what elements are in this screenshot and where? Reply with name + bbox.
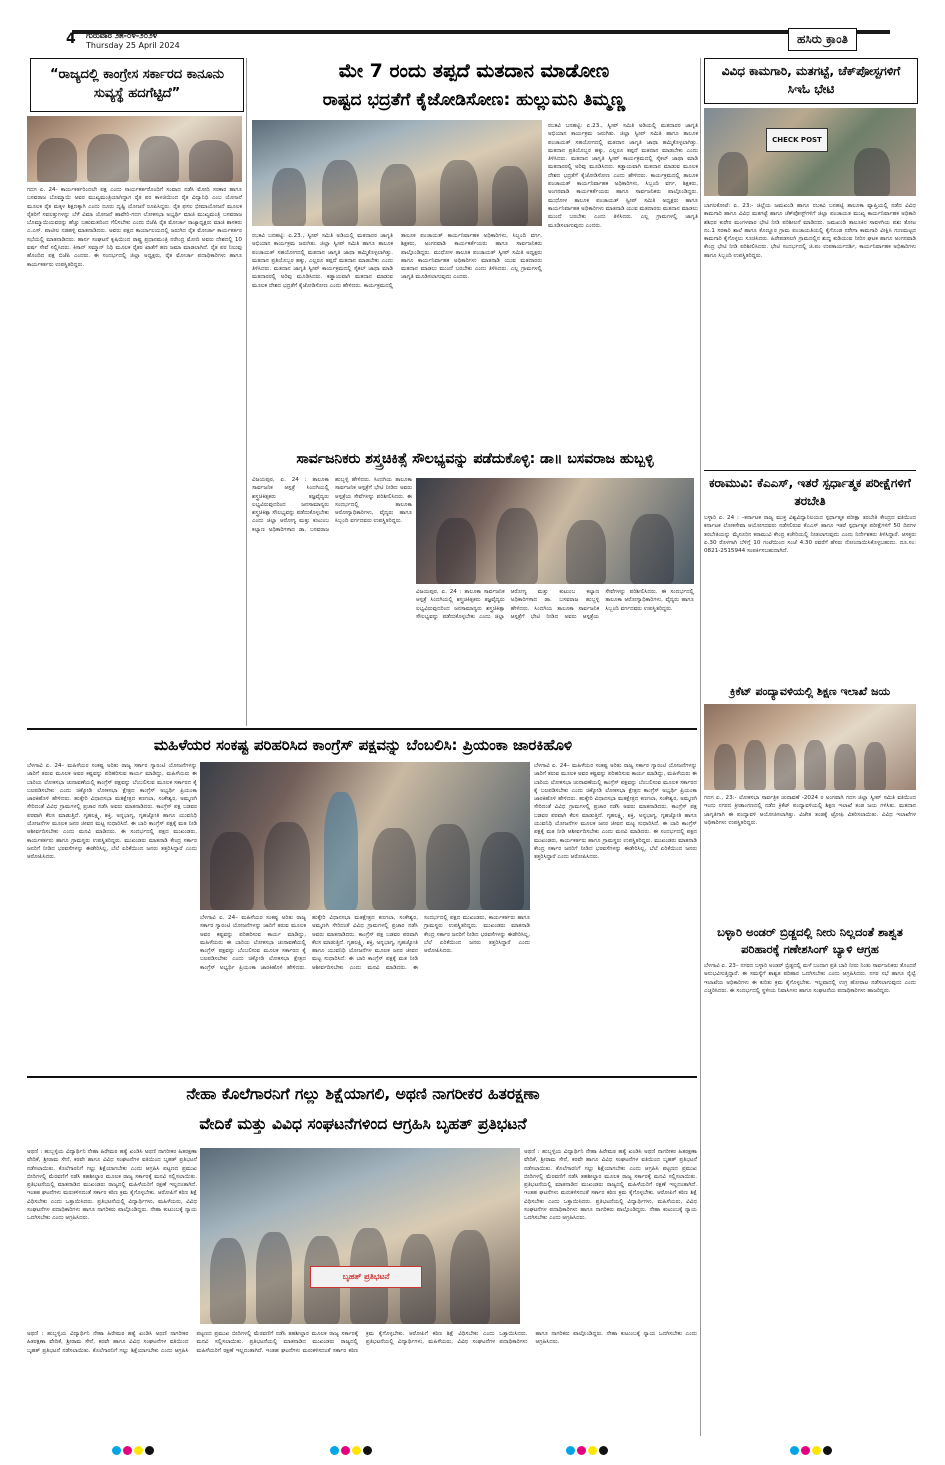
- right-bottom-body: ಬೆಳಗಾವಿ ಏ. 23– ನಗರದ ಬಳ್ಳಾರಿ ಅಂಡರ್ ಬ್ರಿಡ್ಜದಲ್ಲಿ ಮಳೆ ಬಂದಾಗ ಪ್ರತಿ ಬಾರಿ ನೀರು ನಿಂತು ಸಾರ್ವಜನಿಕರು ತೊಂದರೆ ಅನುಭವಿಸುತ್ತಿದ್ದಾರೆ. ಈ ಸಮಸ್ಯೆಗೆ ಶಾಶ್ವತ ಪರಿಹಾರ ಒದಗಿಸಬೇಕು ಎಂದು ಆಗ್ರಹಿಸಿದರು. ನಗರ ಸಭೆ ಹಾಗೂ ರೈಲ್ವೆ ಇಲಾಖೆಯ ಅಧಿಕಾರಿಗಳು ಈ ಕುರಿತು ಕ್ರಮ ಕೈಗೊಳ್ಳಬೇಕು. ಇಲ್ಲವಾದಲ್ಲಿ ಉಗ್ರ ಹೋರಾಟ ನಡೆಸಲಾಗುವುದು ಎಂದು ಎಚ್ಚರಿಸಿದರು. ಈ ಸಂದರ್ಭದಲ್ಲಿ ಸ್ಥಳೀಯ ನಿವಾಸಿಗಳು ಹಾಗೂ ಸಂಘಟನೆಯ ಪದಾಧಿಕಾರಿಗಳು ಹಾಜರಿದ್ದರು.: [704, 963, 916, 994]
- top-main-headline-2: ರಾಷ್ಟದ ಭದ್ರತೆಗೆ ಕೈಜೋಡಿಸೋಣ: ಹುಲ್ಲುಮನಿ ತಿಮ್ಮಣ್ಣ: [322, 90, 626, 110]
- registration-marks: [790, 1440, 834, 1459]
- reg-swatch: [363, 1446, 372, 1455]
- right-top-headline: ವಿವಿಧ ಕಾಮಗಾರಿ, ಮತಗಟ್ಟೆ, ಚೆಕ್‌ಪೋಸ್ಟಗಳಿಗೆ ಸಿಇಓ ಭೇಟಿ: [721, 64, 901, 96]
- reg-swatch: [145, 1446, 154, 1455]
- bottom-headline-2: ವೇದಿಕೆ ಮತ್ತು ವಿವಿಧ ಸಂಘಟನೆಗಳಿಂದ ಆಗ್ರಹಿಸಿ ಬೃಹತ್ ಪ್ರತಿಭಟನೆ: [199, 1115, 527, 1133]
- health-photo: [416, 478, 694, 584]
- reg-swatch: [566, 1446, 575, 1455]
- reg-swatch: [123, 1446, 132, 1455]
- right-bottom-headline: ಬಳ್ಳಾರಿ ಅಂಡರ್ ಬ್ರಿಡ್ಜದಲ್ಲಿ ನೀರು ನಿಲ್ಲದಂತೆ ಶಾಶ್ವತ ಪರಿಹಾರಕ್ಕೆ ಗಣೇಶಸಿಂಗ್ ಬ್ಯಾಳಿ ಆಗ್ರಹ: [717, 925, 903, 956]
- left-top-headline-box: [30, 58, 244, 112]
- top-main-photo: [252, 120, 542, 226]
- top-main-body-left: ರಬಕವಿ ಬನಹಟ್ಟಿ: ಏ.23., ಸ್ವೀಪ್ ಸಮಿತಿ ಅಡಿಯಲ್ಲಿ ಮತದಾರರ ಜಾಗೃತಿ ಅಭಿಯಾನ ಕಾರ್ಯಕ್ರಮ ಜರುಗಿತು. ಜಿಲ್ಲಾ ಸ್ವೀಪ್ ಸಮಿತಿ ಹಾಗೂ ತಾಲೂಕ ಪಂಚಾಯತ್ ಸಹಯೋಗದಲ್ಲಿ ಮತದಾನ ಜಾಗೃತಿ ಜಾಥಾ ಹಮ್ಮಿಕೊಳ್ಳಲಾಗಿತ್ತು. ಮತದಾನ ಪ್ರತಿಯೊಬ್ಬರ ಹಕ್ಕು, ಎಲ್ಲರೂ ತಪ್ಪದೆ ಮತದಾನ ಮಾಡಬೇಕು ಎಂದು ತಿಳಿಸಿದರು. ಮತದಾನ ಜಾಗೃತಿ ಸ್ವೀಪ್ ಕಾರ್ಯಕ್ರಮದಲ್ಲಿ ಸೈಕಲ್ ಜಾಥಾ ಮಾಡಿ ಮತದಾರರಲ್ಲಿ ಅರಿವು ಮೂಡಿಸಿದರು. ಕಡ್ಡಾಯವಾಗಿ ಮತದಾನ ಮಾಡುವ ಮೂಲಕ ದೇಶದ ಭದ್ರತೆಗೆ ಕೈಜೋಡಿಸೋಣ ಎಂದು ಹೇಳಿದರು. ಕಾರ್ಯಕ್ರಮದಲ್ಲಿ ತಾಲೂಕ ಪಂಚಾಯತ್ ಕಾರ್ಯನಿರ್ವಾಹಕ ಅಧಿಕಾರಿಗಳು, ಸಿಬ್ಬಂದಿ ವರ್ಗ, ಶಿಕ್ಷಕರು, ಅಂಗನವಾಡಿ ಕಾರ್ಯಕರ್ತೆಯರು ಹಾಗೂ ಸಾರ್ವಜನಿಕರು ಪಾಲ್ಗೊಂಡಿದ್ದರು. ಮುಧೋಳ ತಾಲೂಕ ಪಂಚಾಯತ್ ಸ್ವೀಪ್ ಸಮಿತಿ ಅಧ್ಯಕ್ಷರು ಹಾಗೂ ಕಾರ್ಯನಿರ್ವಾಹಕ ಅಧಿಕಾರಿಗಳು ಮಾತನಾಡಿ ಯುವ ಮತದಾರರು ಮತದಾನ ಮಾಡಲು ಮುಂದೆ ಬರಬೇಕು ಎಂದು ತಿಳಿಸಿದರು. ಎಲ್ಲ ಗ್ರಾಮಗಳಲ್ಲಿ ಜಾಗೃತಿ ಮೂಡಿಸಲಾಗುವುದು ಎಂದರು.: [252, 233, 542, 289]
- registration-marks: [112, 1440, 156, 1459]
- protest-banner: ಬೃಹತ್ ಪ್ರತಿಭಟನೆ: [342, 1272, 390, 1281]
- reg-swatch: [599, 1446, 608, 1455]
- column-divider: [700, 58, 701, 1436]
- right-mid-body: ಬಳ್ಳಾರಿ ಏ. 24 : –ಕರ್ನಾಟಕ ರಾಜ್ಯ ಮುಕ್ತ ವಿಶ್ವವಿದ್ಯಾನಿಲಯದ ಸ್ಪರ್ಧಾತ್ಮಕ ಪರೀಕ್ಷಾ ತರಬೇತಿ ಕೇಂದ್ರದ ವತಿಯಿಂದ ಕರ್ನಾಟಕ ಲೋಕಸೇವಾ ಆಯೋಗದವರು ನಡೆಸಲಿರುವ ಕೆಎಎಸ್ ಹಾಗೂ ಇತರೆ ಸ್ಪರ್ಧಾತ್ಮಕ ಪರೀಕ್ಷೆಗಳಿಗೆ 50 ದಿನಗಳ ತರಬೇತಿಯನ್ನು ಮೈಸೂರಿನ ಕರಾಮುವಿ ಕೇಂದ್ರ ಕಚೇರಿಯಲ್ಲಿ ನೀಡಲಾಗುವುದು ಎಂದು ನಿರ್ದೇಶಕರು ತಿಳಿಸಿದ್ದಾರೆ. ಆಸಕ್ತರು ಏ.30 ರೊಳಗಾಗಿ ಬೆಳಿಗ್ಗೆ 10 ಗಂಟೆಯಿಂದ ಸಂಜೆ 4.30 ರವರೆಗೆ ಹೆಸರು ನೋಂದಾಯಿಸಿಕೊಳ್ಳಬಹುದು. ದೂ.ಸಂ: 0821-2515944 ಸಂಪರ್ಕಿಸಬಹುದಾಗಿದೆ.: [704, 515, 916, 555]
- page-number: 4: [66, 31, 76, 47]
- checkpost-sign: CHECK POST: [772, 136, 822, 144]
- middle-body-left: ಬೆಳಗಾವಿ ಏ. 24– ಮಹಿಳೆಯರ ಸಂಕಷ್ಟ ಅರಿತು ರಾಜ್ಯ ಸರ್ಕಾರ ಗ್ಯಾರಂಟಿ ಯೋಜನೆಗಳನ್ನು ಜಾರಿಗೆ ತರುವ ಮೂಲಕ ಅವರ ಕಷ್ಟವನ್ನು ಪರಿಹರಿಸುವ ಕಾರ್ಯ ಮಾಡಿದ್ದು, ಮಹಿಳೆಯರು ಈ ಬಾರಿಯ ಲೋಕಸಭಾ ಚುನಾವಣೆಯಲ್ಲಿ ಕಾಂಗ್ರೆಸ್ ಪಕ್ಷವನ್ನು ಬೆಂಬಲಿಸುವ ಮೂಲಕ ಸರ್ಕಾರದ ಕೈ ಬಲಪಡಿಸಬೇಕು ಎಂದು ಚಿಕ್ಕೋಡಿ ಲೋಕಸಭಾ ಕ್ಷೇತ್ರದ ಕಾಂಗ್ರೆಸ್ ಅಭ್ಯರ್ಥಿ ಪ್ರಿಯಂಕಾ ಜಾರಕಿಹೊಳಿ ಹೇಳಿದರು. ಹುಕ್ಕೇರಿ ವಿಧಾನಸಭಾ ಮತಕ್ಷೇತ್ರದ ಕಣಗಲಾ, ಸಂಕೇಶ್ವರ, ಅಮ್ಮಣಗಿ ಸೇರಿದಂತೆ ವಿವಿಧ ಗ್ರಾಮಗಳಲ್ಲಿ ಪ್ರಚಾರ ನಡೆಸಿ ಅವರು ಮಾತನಾಡಿದರು. ಕಾಂಗ್ರೆಸ್ ಪಕ್ಷ ಬಡವರ ಪರವಾಗಿ ಕೆಲಸ ಮಾಡುತ್ತಿದೆ. ಗೃಹಲಕ್ಷ್ಮಿ, ಶಕ್ತಿ, ಅನ್ನಭಾಗ್ಯ, ಗೃಹಜ್ಯೋತಿ ಹಾಗೂ ಯುವನಿಧಿ ಯೋಜನೆಗಳ ಮೂಲಕ ಜನರ ಜೀವನ ಮಟ್ಟ ಸುಧಾರಿಸಿದೆ. ಈ ಬಾರಿ ಕಾಂಗ್ರೆಸ್ ಪಕ್ಷಕ್ಕೆ ಮತ ನೀಡಿ ಆಶೀರ್ವದಿಸಬೇಕು ಎಂದು ಮನವಿ ಮಾಡಿದರು. ಈ ಸಂದರ್ಭದಲ್ಲಿ ಪಕ್ಷದ ಮುಖಂಡರು, ಕಾರ್ಯಕರ್ತರು ಹಾಗೂ ಗ್ರಾಮಸ್ಥರು ಉಪಸ್ಥಿತರಿದ್ದರು. ಮುಖಂಡರು ಮಾತನಾಡಿ ಕೇಂದ್ರ ಸರ್ಕಾರ ಜನರಿಗೆ ನೀಡಿದ ಭರವಸೆಗಳನ್ನು ಈಡೇರಿಸಿಲ್ಲ, ಬೆಲೆ ಏರಿಕೆಯಿಂದ ಜನರು ತತ್ತರಿಸಿದ್ದಾರೆ ಎಂದು ಆರೋಪಿಸಿದರು.: [27, 763, 197, 861]
- cricket-headline: ಕ್ರಿಕೆಟ್ ಪಂದ್ಯಾವಳಿಯಲ್ಲಿ ಶಿಕ್ಷಣ ಇಲಾಖೆ ಜಯ: [729, 685, 891, 698]
- registration-marks: [566, 1440, 610, 1459]
- right-top-headline-box: [704, 58, 918, 104]
- reg-swatch: [812, 1446, 821, 1455]
- cricket-body: ಗದಗ ಏ., 23:- ಲೋಕಸಭಾ ಸಾರ್ವತ್ರಿಕ ಚುನಾವಣೆ -2024 ರ ಅಂಗವಾಗಿ ಗದಗ ಜಿಲ್ಲಾ ಸ್ವೀಪ್ ಸಮಿತಿ ವತಿಯಿಂದ ಇಂದು ನಗರದ ಕ್ರೀಡಾಂಗಣದಲ್ಲಿ ನಡೆದ ಕ್ರಿಕೆಟ್ ಪಂದ್ಯಾವಳಿಯಲ್ಲಿ ಶಿಕ್ಷಣ ಇಲಾಖೆ ತಂಡ ಜಯ ಗಳಿಸಿತು. ಮತದಾನ ಜಾಗೃತಿಗಾಗಿ ಈ ಪಂದ್ಯಾವಳಿ ಆಯೋಜಿಸಲಾಗಿತ್ತು. ವಿಜೇತ ತಂಡಕ್ಕೆ ಟ್ರೋಫಿ ವಿತರಿಸಲಾಯಿತು. ವಿವಿಧ ಇಲಾಖೆಗಳ ಅಧಿಕಾರಿಗಳು ಉಪಸ್ಥಿತರಿದ್ದರು.: [704, 795, 916, 826]
- reg-swatch: [330, 1446, 339, 1455]
- top-main-body-right: ರಬಕವಿ ಬನಹಟ್ಟಿ: ಏ.23., ಸ್ವೀಪ್ ಸಮಿತಿ ಅಡಿಯಲ್ಲಿ ಮತದಾರರ ಜಾಗೃತಿ ಅಭಿಯಾನ ಕಾರ್ಯಕ್ರಮ ಜರುಗಿತು. ಜಿಲ್ಲಾ ಸ್ವೀಪ್ ಸಮಿತಿ ಹಾಗೂ ತಾಲೂಕ ಪಂಚಾಯತ್ ಸಹಯೋಗದಲ್ಲಿ ಮತದಾನ ಜಾಗೃತಿ ಜಾಥಾ ಹಮ್ಮಿಕೊಳ್ಳಲಾಗಿತ್ತು. ಮತದಾನ ಪ್ರತಿಯೊಬ್ಬರ ಹಕ್ಕು, ಎಲ್ಲರೂ ತಪ್ಪದೆ ಮತದಾನ ಮಾಡಬೇಕು ಎಂದು ತಿಳಿಸಿದರು. ಮತದಾನ ಜಾಗೃತಿ ಸ್ವೀಪ್ ಕಾರ್ಯಕ್ರಮದಲ್ಲಿ ಸೈಕಲ್ ಜಾಥಾ ಮಾಡಿ ಮತದಾರರಲ್ಲಿ ಅರಿವು ಮೂಡಿಸಿದರು. ಕಡ್ಡಾಯವಾಗಿ ಮತದಾನ ಮಾಡುವ ಮೂಲಕ ದೇಶದ ಭದ್ರತೆಗೆ ಕೈಜೋಡಿಸೋಣ ಎಂದು ಹೇಳಿದರು. ಕಾರ್ಯಕ್ರಮದಲ್ಲಿ ತಾಲೂಕ ಪಂಚಾಯತ್ ಕಾರ್ಯನಿರ್ವಾಹಕ ಅಧಿಕಾರಿಗಳು, ಸಿಬ್ಬಂದಿ ವರ್ಗ, ಶಿಕ್ಷಕರು, ಅಂಗನವಾಡಿ ಕಾರ್ಯಕರ್ತೆಯರು ಹಾಗೂ ಸಾರ್ವಜನಿಕರು ಪಾಲ್ಗೊಂಡಿದ್ದರು. ಮುಧೋಳ ತಾಲೂಕ ಪಂಚಾಯತ್ ಸ್ವೀಪ್ ಸಮಿತಿ ಅಧ್ಯಕ್ಷರು ಹಾಗೂ ಕಾರ್ಯನಿರ್ವಾಹಕ ಅಧಿಕಾರಿಗಳು ಮಾತನಾಡಿ ಯುವ ಮತದಾರರು ಮತದಾನ ಮಾಡಲು ಮುಂದೆ ಬರಬೇಕು ಎಂದು ತಿಳಿಸಿದರು. ಎಲ್ಲ ಗ್ರಾಮಗಳಲ್ಲಿ ಜಾಗೃತಿ ಮೂಡಿಸಲಾಗುವುದು ಎಂದರು.: [548, 123, 698, 229]
- reg-swatch: [790, 1446, 799, 1455]
- bottom-top-rule: [27, 1076, 697, 1078]
- masthead-rule: [32, 30, 890, 34]
- reg-swatch: [134, 1446, 143, 1455]
- bottom-body-left: ಅಥಣಿ : ಹುಬ್ಬಳ್ಳಿಯ ವಿದ್ಯಾರ್ಥಿನಿ ನೇಹಾ ಹಿರೇಮಠ ಹತ್ಯೆ ಖಂಡಿಸಿ ಅಥಣಿ ನಾಗರೀಕರ ಹಿತರಕ್ಷಣಾ ವೇದಿಕೆ, ಶ್ರೀರಾಮ ಸೇನೆ, ಕರವೇ ಹಾಗೂ ವಿವಿಧ ಸಂಘಟನೆಗಳ ವತಿಯಿಂದ ಬೃಹತ್ ಪ್ರತಿಭಟನೆ ನಡೆಸಲಾಯಿತು. ಕೊಲೆಗಾರನಿಗೆ ಗಲ್ಲು ಶಿಕ್ಷೆಯಾಗಬೇಕು ಎಂದು ಆಗ್ರಹಿಸಿ ಪಟ್ಟಣದ ಪ್ರಮುಖ ಬೀದಿಗಳಲ್ಲಿ ಮೆರವಣಿಗೆ ನಡೆಸಿ ತಹಶೀಲ್ದಾರ ಮೂಲಕ ರಾಜ್ಯ ಸರ್ಕಾರಕ್ಕೆ ಮನವಿ ಸಲ್ಲಿಸಲಾಯಿತು. ಪ್ರತಿಭಟನೆಯಲ್ಲಿ ಮಾತನಾಡಿದ ಮುಖಂಡರು ರಾಜ್ಯದಲ್ಲಿ ಮಹಿಳೆಯರಿಗೆ ರಕ್ಷಣೆ ಇಲ್ಲದಂತಾಗಿದೆ. ಇಂತಹ ಘಟನೆಗಳು ಮರುಕಳಿಸದಂತೆ ಸರ್ಕಾರ ಕಠಿಣ ಕ್ರಮ ಕೈಗೊಳ್ಳಬೇಕು. ಆರೋಪಿಗೆ ಕಠಿಣ ಶಿಕ್ಷೆ ವಿಧಿಸಬೇಕು ಎಂದು ಒತ್ತಾಯಿಸಿದರು. ಪ್ರತಿಭಟನೆಯಲ್ಲಿ ವಿದ್ಯಾರ್ಥಿಗಳು, ಮಹಿಳೆಯರು, ವಿವಿಧ ಸಂಘಟನೆಗಳ ಪದಾಧಿಕಾರಿಗಳು ಹಾಗೂ ನಾಗರಿಕರು ಪಾಲ್ಗೊಂಡಿದ್ದರು. ನೇಹಾ ಕುಟುಂಬಕ್ಕೆ ನ್ಯಾಯ ಒದಗಿಸಬೇಕು ಎಂದು ಆಗ್ರಹಿಸಿದರು.: [27, 1149, 197, 1222]
- left-top-body: ಗದಗ ಏ. 24- ಕಾರ್ಯಕರ್ತರಿಂದಲೇ ಪಕ್ಷ ಎಂದು ಸಾರ್ಯಕರ್ತರೊಂದಿಗೆ ಸಂವಾದ ನಡೆಸಿ ಮೋದಿ ಸರಕಾರ ಹಾಗೂ ಬಸವರಾಜ ಬೊಮ್ಮಾಯಿ ಅವರ ಮುಖ್ಯಮಂತ್ರಿಯಾಗಿದ್ದಾಗ ರೈತ ಪರ ಕಾಳಜಿಯಿಂದ ರೈತ ವಿದ್ಯಾನಿಧಿ ಎಂಬ ಯೋಜನೆ ಮೂಲಕ ರೈತ ಮಕ್ಕಳ ಶಿಕ್ಷಣಕ್ಕಾಗಿ ಎಂದು ದೂರು ದೃಷ್ಟಿ ಯೋಜನೆ ರೂಪಿಸಿದ್ದರು. ರೈತ ಫಸಲ ಭೀಮಾಯೋಜನೆ ಮೂಲಕ ರೈತರಿಗೆ ಸವಲತ್ತುಗಳನ್ನು ಬೆಳೆ ವಿಮಾ ಯೋಜನೆ ಹಾವೇರಿ-ಗದಗ ಲೋಕಸಭಾ ಅಭ್ಯರ್ಥಿ ಮಾಜಿ ಮುಖ್ಯಮಂತ್ರಿ ಬಸವರಾಜ ಬೊಮ್ಮಾಯಿಯವರನ್ನು ಹೆಚ್ಚು ಬಹುಮತದಿಂದ ಗೆಲಿಸಬೇಕು ಎಂದು ಬಿಜೆಪಿ ರೈತ ಮೋರ್ಚಾ ರಾಜ್ಯಾಧ್ಯಕ್ಷರು ಮಾಜಿ ಶಾಸಕರು ಎ.ಎಸ್. ಪಾಟೀಲ ನಡಹಳ್ಳಿ ಮಾತನಾಡಿದರು. ಅವರು ಪಕ್ಷದ ಕಾರ್ಯಾಲಯದಲ್ಲಿ ಜರುಗಿದ ರೈತ ಮೋರ್ಚಾ ಕಾರ್ಯಕರ್ತರ ಸಭೆಯಲ್ಲಿ ಮಾತನಾಡಿದರು. ಹಾರ್ನ ಸಂಘಟನೆ ಕೃಷಿಯಿಂದ ರಾಷ್ಟ್ರ ಪ್ರಧಾನಮಂತ್ರಿ ನರೇಂದ್ರ ಮೋದಿ ಅವರು ದೇಶದಲ್ಲಿ 10 ವರ್ಷ ಸೇವೆ ಸಲ್ಲಿಸಿದರು. ಕಿಸಾನ್ ಸಮ್ಮಾನ್ ನಿಧಿ ಮೂಲಕ ರೈತರ ಖಾತೆಗೆ ಹಣ ಜಮಾ ಮಾಡಲಾಗಿದೆ. ರೈತ ಪರ ನಿಲುವು ಹೊಂದಿದ ಪಕ್ಷ ಬಿಜೆಪಿ ಎಂದರು. ಈ ಸಂದರ್ಭದಲ್ಲಿ ಜಿಲ್ಲಾ ಅಧ್ಯಕ್ಷರು, ರೈತ ಮೋರ್ಚಾ ಪದಾಧಿಕಾರಿಗಳು ಹಾಗೂ ಕಾರ್ಯಕರ್ತರು ಉಪಸ್ಥಿತರಿದ್ದರು.: [27, 187, 242, 268]
- date-kannada: ಗುರುವಾರ ೨೫-೦೪-೨೦೨೪: [86, 31, 158, 40]
- middle-photo: [200, 762, 530, 910]
- bottom-body-right: ಅಥಣಿ : ಹುಬ್ಬಳ್ಳಿಯ ವಿದ್ಯಾರ್ಥಿನಿ ನೇಹಾ ಹಿರೇಮಠ ಹತ್ಯೆ ಖಂಡಿಸಿ ಅಥಣಿ ನಾಗರೀಕರ ಹಿತರಕ್ಷಣಾ ವೇದಿಕೆ, ಶ್ರೀರಾಮ ಸೇನೆ, ಕರವೇ ಹಾಗೂ ವಿವಿಧ ಸಂಘಟನೆಗಳ ವತಿಯಿಂದ ಬೃಹತ್ ಪ್ರತಿಭಟನೆ ನಡೆಸಲಾಯಿತು. ಕೊಲೆಗಾರನಿಗೆ ಗಲ್ಲು ಶಿಕ್ಷೆಯಾಗಬೇಕು ಎಂದು ಆಗ್ರಹಿಸಿ ಪಟ್ಟಣದ ಪ್ರಮುಖ ಬೀದಿಗಳಲ್ಲಿ ಮೆರವಣಿಗೆ ನಡೆಸಿ ತಹಶೀಲ್ದಾರ ಮೂಲಕ ರಾಜ್ಯ ಸರ್ಕಾರಕ್ಕೆ ಮನವಿ ಸಲ್ಲಿಸಲಾಯಿತು. ಪ್ರತಿಭಟನೆಯಲ್ಲಿ ಮಾತನಾಡಿದ ಮುಖಂಡರು ರಾಜ್ಯದಲ್ಲಿ ಮಹಿಳೆಯರಿಗೆ ರಕ್ಷಣೆ ಇಲ್ಲದಂತಾಗಿದೆ. ಇಂತಹ ಘಟನೆಗಳು ಮರುಕಳಿಸದಂತೆ ಸರ್ಕಾರ ಕಠಿಣ ಕ್ರಮ ಕೈಗೊಳ್ಳಬೇಕು. ಆರೋಪಿಗೆ ಕಠಿಣ ಶಿಕ್ಷೆ ವಿಧಿಸಬೇಕು ಎಂದು ಒತ್ತಾಯಿಸಿದರು. ಪ್ರತಿಭಟನೆಯಲ್ಲಿ ವಿದ್ಯಾರ್ಥಿಗಳು, ಮಹಿಳೆಯರು, ವಿವಿಧ ಸಂಘಟನೆಗಳ ಪದಾಧಿಕಾರಿಗಳು ಹಾಗೂ ನಾಗರಿಕರು ಪಾಲ್ಗೊಂಡಿದ್ದರು. ನೇಹಾ ಕುಟುಂಬಕ್ಕೆ ನ್ಯಾಯ ಒದಗಿಸಬೇಕು ಎಂದು ಆಗ್ರಹಿಸಿದರು.: [524, 1149, 697, 1222]
- top-main-headline-1: ಮೇ 7 ರಂದು ತಪ್ಪದೆ ಮತದಾನ ಮಾಡೋಣ: [338, 60, 610, 82]
- reg-swatch: [823, 1446, 832, 1455]
- middle-top-rule: [27, 728, 697, 730]
- right-top-body: ಬಾಗಲಕೋಟೆ: ಏ. 23:- ಜಿಲ್ಲೆಯ ಜಮಖಂಡಿ ಹಾಗೂ ರಬಕವಿ ಬನಹಟ್ಟಿ ತಾಲೂಕಾ ವ್ಯಾಪ್ತಿಯಲ್ಲಿ ನಡೆದ ವಿವಿಧ ಕಾಮಗಾರಿ ಹಾಗೂ ವಿವಿಧ ಮತಗಟ್ಟೆ ಹಾಗೂ ಚೆಕ್‌ಪೋಸ್ಟ್‌ಗಳಿಗೆ ಜಿಲ್ಲಾ ಪಂಚಾಯತ ಮುಖ್ಯ ಕಾರ್ಯನಿರ್ವಾಹಕ ಅಧಿಕಾರಿ ಶಶಿಧರ ಕುರೇರ ಮಂಗಳವಾರ ಭೇಟಿ ನೀಡಿ ಪರಿಶೀಲನೆ ಮಾಡಿದರು. ಜಮಖಂಡಿ ತಾಲೂಕಿನ ಸಾವಳಗಿಯ ಪಶು ತೋಟ ನಂ.1 ಸರಕಾರಿ ಶಾಲೆ ಹಾಗೂ ಕೊಣ್ಣೂರ ಗ್ರಾಮ ಪಂಚಾಯತಿಯಲ್ಲಿ ಕೈಗೊಂಡ ನರೇಗಾ ಕಾಮಗಾರಿ ವೀಕ್ಷಿಸಿ ಗುಣಮಟ್ಟದ ಕಾಮಗಾರಿ ಕೈಗೊಳ್ಳಲು ಸೂಚಿಸಿದರು. ಹಿರೇಪಡಸಲಗಿ ಗ್ರಾಮದಲ್ಲಿನ ಶುದ್ದ ಕುಡಿಯುವ ನೀರಿನ ಘಟಕ ಹಾಗೂ ಅಂಗನವಾಡಿ ಕೇಂದ್ರ ಭೇಟಿ ನೀಡಿ ಪರಿಶೀಲಿಸಿದರು. ಭೇಟಿ ಸಂದರ್ಭದಲ್ಲಿ ಜಿ.ಪಂ ಉಪಕಾರ್ಯದರ್ಶಿ, ಕಾರ್ಯನಿರ್ವಾಹಕ ಅಧಿಕಾರಿಗಳು ಹಾಗೂ ಸಿಬ್ಬಂದಿ ಉಪಸ್ಥಿತರಿದ್ದರು.: [704, 203, 916, 259]
- column-divider: [246, 58, 247, 726]
- reg-swatch: [801, 1446, 810, 1455]
- bottom-photo: [200, 1148, 520, 1324]
- registration-marks: [330, 1440, 374, 1459]
- reg-swatch: [352, 1446, 361, 1455]
- reg-swatch: [341, 1446, 350, 1455]
- health-body-left: ವಿಜಯಪುರ, ಏ. 24 : ತಾಲೂಕಾ ಸಾರ್ವಜನಿಕ ಆಸ್ಪತ್ರೆ ಸಿಂದಗಿಯಲ್ಲಿ ಶಸ್ತ್ರಚಿಕಿತ್ಸಕರು ತಜ್ಞವೈದ್ಯರು ಲಭ್ಯವಿರುವುದರಿಂದ ಜನಸಾಮಾನ್ಯರು ಶಸ್ತ್ರಚಿಕಿತ್ಸಾ ಸೌಲಭ್ಯವನ್ನು ಪಡೆದುಕೊಳ್ಳಬೇಕು ಎಂದು ಜಿಲ್ಲಾ ಆರೋಗ್ಯ ಮತ್ತು ಕುಟುಂಬ ಕಲ್ಯಾಣ ಅಧಿಕಾರಿಗಳಾದ ಡಾ. ಬಸವರಾಜ ಹುಬ್ಬಳ್ಳಿ ಹೇಳಿದರು. ಸಿಂದಗಿಯ ತಾಲೂಕಾ ಸಾರ್ವಜನಿಕ ಆಸ್ಪತ್ರೆಗೆ ಭೇಟಿ ನೀಡಿದ ಅವರು ಆಸ್ಪತ್ರೆಯ ಸೇವೆಗಳನ್ನು ಪರಿಶೀಲಿಸಿದರು. ಈ ಸಂದರ್ಭದಲ್ಲಿ ತಾಲೂಕಾ ಆರೋಗ್ಯಾಧಿಕಾರಿಗಳು, ವೈದ್ಯರು ಹಾಗೂ ಸಿಬ್ಬಂದಿ ವರ್ಗದವರು ಉಪಸ್ಥಿತರಿದ್ದರು.: [252, 477, 412, 533]
- bottom-body-wide: ಅಥಣಿ : ಹುಬ್ಬಳ್ಳಿಯ ವಿದ್ಯಾರ್ಥಿನಿ ನೇಹಾ ಹಿರೇಮಠ ಹತ್ಯೆ ಖಂಡಿಸಿ ಅಥಣಿ ನಾಗರೀಕರ ಹಿತರಕ್ಷಣಾ ವೇದಿಕೆ, ಶ್ರೀರಾಮ ಸೇನೆ, ಕರವೇ ಹಾಗೂ ವಿವಿಧ ಸಂಘಟನೆಗಳ ವತಿಯಿಂದ ಬೃಹತ್ ಪ್ರತಿಭಟನೆ ನಡೆಸಲಾಯಿತು. ಕೊಲೆಗಾರನಿಗೆ ಗಲ್ಲು ಶಿಕ್ಷೆಯಾಗಬೇಕು ಎಂದು ಆಗ್ರಹಿಸಿ ಪಟ್ಟಣದ ಪ್ರಮುಖ ಬೀದಿಗಳಲ್ಲಿ ಮೆರವಣಿಗೆ ನಡೆಸಿ ತಹಶೀಲ್ದಾರ ಮೂಲಕ ರಾಜ್ಯ ಸರ್ಕಾರಕ್ಕೆ ಮನವಿ ಸಲ್ಲಿಸಲಾಯಿತು. ಪ್ರತಿಭಟನೆಯಲ್ಲಿ ಮಾತನಾಡಿದ ಮುಖಂಡರು ರಾಜ್ಯದಲ್ಲಿ ಮಹಿಳೆಯರಿಗೆ ರಕ್ಷಣೆ ಇಲ್ಲದಂತಾಗಿದೆ. ಇಂತಹ ಘಟನೆಗಳು ಮರುಕಳಿಸದಂತೆ ಸರ್ಕಾರ ಕಠಿಣ ಕ್ರಮ ಕೈಗೊಳ್ಳಬೇಕು. ಆರೋಪಿಗೆ ಕಠಿಣ ಶಿಕ್ಷೆ ವಿಧಿಸಬೇಕು ಎಂದು ಒತ್ತಾಯಿಸಿದರು. ಪ್ರತಿಭಟನೆಯಲ್ಲಿ ವಿದ್ಯಾರ್ಥಿಗಳು, ಮಹಿಳೆಯರು, ವಿವಿಧ ಸಂಘಟನೆಗಳ ಪದಾಧಿಕಾರಿಗಳು ಹಾಗೂ ನಾಗರಿಕರು ಪಾಲ್ಗೊಂಡಿದ್ದರು. ನೇಹಾ ಕುಟುಂಬಕ್ಕೆ ನ್ಯಾಯ ಒದಗಿಸಬೇಕು ಎಂದು ಆಗ್ರಹಿಸಿದರು.: [27, 1331, 697, 1354]
- reg-swatch: [112, 1446, 121, 1455]
- paper-name: ಹಸಿರು ಕ್ರಾಂತಿ: [788, 28, 857, 51]
- left-top-headline: “ರಾಜ್ಯದಲ್ಲಿ ಕಾಂಗ್ರೇಸ ಸರ್ಕಾರದ ಕಾನೂನು ಸುವ್ಯಸ್ಥೆ ಹದಗೆಟ್ಟಿದೆ”: [50, 67, 224, 101]
- right-top-photo: [704, 108, 916, 196]
- right-mid-headline: ಕರಾಮುವಿ: ಕೆಎಎಸ್, ಇತರೆ ಸ್ಪರ್ಧಾತ್ಮಕ ಪರೀಕ್ಷೆಗಳಿಗೆ ತರಬೇತಿ: [709, 476, 911, 508]
- reg-swatch: [577, 1446, 586, 1455]
- health-body-right: ವಿಜಯಪುರ, ಏ. 24 : ತಾಲೂಕಾ ಸಾರ್ವಜನಿಕ ಆಸ್ಪತ್ರೆ ಸಿಂದಗಿಯಲ್ಲಿ ಶಸ್ತ್ರಚಿಕಿತ್ಸಕರು ತಜ್ಞವೈದ್ಯರು ಲಭ್ಯವಿರುವುದರಿಂದ ಜನಸಾಮಾನ್ಯರು ಶಸ್ತ್ರಚಿಕಿತ್ಸಾ ಸೌಲಭ್ಯವನ್ನು ಪಡೆದುಕೊಳ್ಳಬೇಕು ಎಂದು ಜಿಲ್ಲಾ ಆರೋಗ್ಯ ಮತ್ತು ಕುಟುಂಬ ಕಲ್ಯಾಣ ಅಧಿಕಾರಿಗಳಾದ ಡಾ. ಬಸವರಾಜ ಹುಬ್ಬಳ್ಳಿ ಹೇಳಿದರು. ಸಿಂದಗಿಯ ತಾಲೂಕಾ ಸಾರ್ವಜನಿಕ ಆಸ್ಪತ್ರೆಗೆ ಭೇಟಿ ನೀಡಿದ ಅವರು ಆಸ್ಪತ್ರೆಯ ಸೇವೆಗಳನ್ನು ಪರಿಶೀಲಿಸಿದರು. ಈ ಸಂದರ್ಭದಲ್ಲಿ ತಾಲೂಕಾ ಆರೋಗ್ಯಾಧಿಕಾರಿಗಳು, ವೈದ್ಯರು ಹಾಗೂ ಸಿಬ್ಬಂದಿ ವರ್ಗದವರು ಉಪಸ್ಥಿತರಿದ್ದರು.: [416, 589, 694, 620]
- date-english: Thursday 25 April 2024: [86, 41, 180, 50]
- cricket-photo: [704, 704, 916, 790]
- reg-swatch: [588, 1446, 597, 1455]
- bottom-headline-1: ನೇಹಾ ಕೊಲೆಗಾರನಿಗೆ ಗಲ್ಲು ಶಿಕ್ಷೆಯಾಗಲಿ, ಅಥಣಿ ನಾಗರೀಕರ ಹಿತರಕ್ಷಣಾ: [186, 1085, 540, 1103]
- left-top-photo: [27, 116, 242, 182]
- middle-body-center: ಬೆಳಗಾವಿ ಏ. 24– ಮಹಿಳೆಯರ ಸಂಕಷ್ಟ ಅರಿತು ರಾಜ್ಯ ಸರ್ಕಾರ ಗ್ಯಾರಂಟಿ ಯೋಜನೆಗಳನ್ನು ಜಾರಿಗೆ ತರುವ ಮೂಲಕ ಅವರ ಕಷ್ಟವನ್ನು ಪರಿಹರಿಸುವ ಕಾರ್ಯ ಮಾಡಿದ್ದು, ಮಹಿಳೆಯರು ಈ ಬಾರಿಯ ಲೋಕಸಭಾ ಚುನಾವಣೆಯಲ್ಲಿ ಕಾಂಗ್ರೆಸ್ ಪಕ್ಷವನ್ನು ಬೆಂಬಲಿಸುವ ಮೂಲಕ ಸರ್ಕಾರದ ಕೈ ಬಲಪಡಿಸಬೇಕು ಎಂದು ಚಿಕ್ಕೋಡಿ ಲೋಕಸಭಾ ಕ್ಷೇತ್ರದ ಕಾಂಗ್ರೆಸ್ ಅಭ್ಯರ್ಥಿ ಪ್ರಿಯಂಕಾ ಜಾರಕಿಹೊಳಿ ಹೇಳಿದರು. ಹುಕ್ಕೇರಿ ವಿಧಾನಸಭಾ ಮತಕ್ಷೇತ್ರದ ಕಣಗಲಾ, ಸಂಕೇಶ್ವರ, ಅಮ್ಮಣಗಿ ಸೇರಿದಂತೆ ವಿವಿಧ ಗ್ರಾಮಗಳಲ್ಲಿ ಪ್ರಚಾರ ನಡೆಸಿ ಅವರು ಮಾತನಾಡಿದರು. ಕಾಂಗ್ರೆಸ್ ಪಕ್ಷ ಬಡವರ ಪರವಾಗಿ ಕೆಲಸ ಮಾಡುತ್ತಿದೆ. ಗೃಹಲಕ್ಷ್ಮಿ, ಶಕ್ತಿ, ಅನ್ನಭಾಗ್ಯ, ಗೃಹಜ್ಯೋತಿ ಹಾಗೂ ಯುವನಿಧಿ ಯೋಜನೆಗಳ ಮೂಲಕ ಜನರ ಜೀವನ ಮಟ್ಟ ಸುಧಾರಿಸಿದೆ. ಈ ಬಾರಿ ಕಾಂಗ್ರೆಸ್ ಪಕ್ಷಕ್ಕೆ ಮತ ನೀಡಿ ಆಶೀರ್ವದಿಸಬೇಕು ಎಂದು ಮನವಿ ಮಾಡಿದರು. ಈ ಸಂದರ್ಭದಲ್ಲಿ ಪಕ್ಷದ ಮುಖಂಡರು, ಕಾರ್ಯಕರ್ತರು ಹಾಗೂ ಗ್ರಾಮಸ್ಥರು ಉಪಸ್ಥಿತರಿದ್ದರು. ಮುಖಂಡರು ಮಾತನಾಡಿ ಕೇಂದ್ರ ಸರ್ಕಾರ ಜನರಿಗೆ ನೀಡಿದ ಭರವಸೆಗಳನ್ನು ಈಡೇರಿಸಿಲ್ಲ, ಬೆಲೆ ಏರಿಕೆಯಿಂದ ಜನರು ತತ್ತರಿಸಿದ್ದಾರೆ ಎಂದು ಆರೋಪಿಸಿದರು.: [200, 915, 530, 971]
- middle-headline: ಮಹಿಳೆಯರ ಸಂಕಷ್ಟ ಪರಿಹರಿಸಿದ ಕಾಂಗ್ರೆಸ್ ಪಕ್ಷವನ್ನು ಬೆಂಬಲಿಸಿ: ಪ್ರಿಯಂಕಾ ಜಾರಕಿಹೊಳಿ: [153, 736, 573, 754]
- middle-body-right: ಬೆಳಗಾವಿ ಏ. 24– ಮಹಿಳೆಯರ ಸಂಕಷ್ಟ ಅರಿತು ರಾಜ್ಯ ಸರ್ಕಾರ ಗ್ಯಾರಂಟಿ ಯೋಜನೆಗಳನ್ನು ಜಾರಿಗೆ ತರುವ ಮೂಲಕ ಅವರ ಕಷ್ಟವನ್ನು ಪರಿಹರಿಸುವ ಕಾರ್ಯ ಮಾಡಿದ್ದು, ಮಹಿಳೆಯರು ಈ ಬಾರಿಯ ಲೋಕಸಭಾ ಚುನಾವಣೆಯಲ್ಲಿ ಕಾಂಗ್ರೆಸ್ ಪಕ್ಷವನ್ನು ಬೆಂಬಲಿಸುವ ಮೂಲಕ ಸರ್ಕಾರದ ಕೈ ಬಲಪಡಿಸಬೇಕು ಎಂದು ಚಿಕ್ಕೋಡಿ ಲೋಕಸಭಾ ಕ್ಷೇತ್ರದ ಕಾಂಗ್ರೆಸ್ ಅಭ್ಯರ್ಥಿ ಪ್ರಿಯಂಕಾ ಜಾರಕಿಹೊಳಿ ಹೇಳಿದರು. ಹುಕ್ಕೇರಿ ವಿಧಾನಸಭಾ ಮತಕ್ಷೇತ್ರದ ಕಣಗಲಾ, ಸಂಕೇಶ್ವರ, ಅಮ್ಮಣಗಿ ಸೇರಿದಂತೆ ವಿವಿಧ ಗ್ರಾಮಗಳಲ್ಲಿ ಪ್ರಚಾರ ನಡೆಸಿ ಅವರು ಮಾತನಾಡಿದರು. ಕಾಂಗ್ರೆಸ್ ಪಕ್ಷ ಬಡವರ ಪರವಾಗಿ ಕೆಲಸ ಮಾಡುತ್ತಿದೆ. ಗೃಹಲಕ್ಷ್ಮಿ, ಶಕ್ತಿ, ಅನ್ನಭಾಗ್ಯ, ಗೃಹಜ್ಯೋತಿ ಹಾಗೂ ಯುವನಿಧಿ ಯೋಜನೆಗಳ ಮೂಲಕ ಜನರ ಜೀವನ ಮಟ್ಟ ಸುಧಾರಿಸಿದೆ. ಈ ಬಾರಿ ಕಾಂಗ್ರೆಸ್ ಪಕ್ಷಕ್ಕೆ ಮತ ನೀಡಿ ಆಶೀರ್ವದಿಸಬೇಕು ಎಂದು ಮನವಿ ಮಾಡಿದರು. ಈ ಸಂದರ್ಭದಲ್ಲಿ ಪಕ್ಷದ ಮುಖಂಡರು, ಕಾರ್ಯಕರ್ತರು ಹಾಗೂ ಗ್ರಾಮಸ್ಥರು ಉಪಸ್ಥಿತರಿದ್ದರು. ಮುಖಂಡರು ಮಾತನಾಡಿ ಕೇಂದ್ರ ಸರ್ಕಾರ ಜನರಿಗೆ ನೀಡಿದ ಭರವಸೆಗಳನ್ನು ಈಡೇರಿಸಿಲ್ಲ, ಬೆಲೆ ಏರಿಕೆಯಿಂದ ಜನರು ತತ್ತರಿಸಿದ್ದಾರೆ ಎಂದು ಆರೋಪಿಸಿದರು.: [534, 763, 697, 861]
- health-headline: ಸಾರ್ವಜನಿಕರು ಶಸ್ತ್ರಚಿಕಿತ್ಸೆ ಸೌಲಭ್ಯವನ್ನು ಪಡೆದುಕೊಳ್ಳಿ: ಡಾ॥ ಬಸವರಾಜ ಹುಬ್ಬಳ್ಳಿ: [296, 451, 654, 467]
